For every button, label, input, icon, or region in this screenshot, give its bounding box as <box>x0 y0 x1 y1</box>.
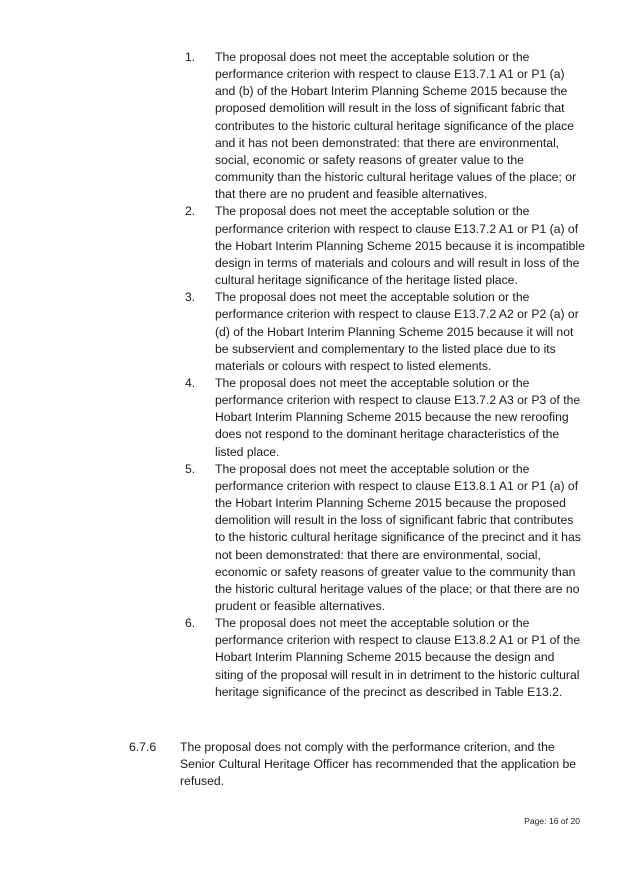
list-item-text: The proposal does not meet the acceptable solution or the performance criterion with respect to clause E13.8.2 A1 or P1 of the Hobart Interim Planning Scheme 2015 because the design and siting of the proposal will result in in detriment to the historic cultural heritage significance of the precinct as described in Table E13.2. <box>215 616 581 699</box>
section-paragraph <box>0 739 622 790</box>
list-item-number: 6. <box>185 616 196 631</box>
list-item <box>185 461 585 615</box>
list-item <box>185 289 585 375</box>
list-item-number: 1. <box>185 50 196 64</box>
list-item-number: 4. <box>185 375 196 390</box>
list-item <box>185 49 585 203</box>
section-number: 6.7.6 <box>129 740 157 754</box>
reasons-list <box>0 49 622 701</box>
list-item <box>185 615 585 701</box>
list-item <box>185 375 585 461</box>
page-number: Page: 16 of 20 <box>524 816 580 826</box>
section-text: The proposal does not comply with the performance criterion, and the Senior Cultural Heritage Officer has recommended that the application be refused. <box>180 740 577 789</box>
list-item <box>185 203 585 289</box>
list-item-number: 5. <box>185 461 196 476</box>
list-item-text: The proposal does not meet the acceptable solution or the performance criterion with respect to clause E13.7.2 A2 or P2 (a) or (d) of the Hobart Interim Planning Scheme 2015 because it will not be subservient and complementary to the listed place due to its materials or colours with respect to listed elements. <box>215 290 579 373</box>
list-item-number: 2. <box>185 204 196 219</box>
list-item-text: The proposal does not meet the acceptable solution or the performance criterion with respect to clause E13.7.2 A3 or P3 of the Hobart Interim Planning Scheme 2015 because the new reroofing does not respond to the dominant heritage characteristics of the listed place. <box>215 375 581 459</box>
list-item-text: The proposal does not meet the acceptable solution or the performance criterion with respect to clause E13.7.1 A1 or P1 (a) and (b) of the Hobart Interim Planning Scheme 2015 because the proposed demolition will result in the loss of significant fabric that contributes to the historic cultural heritage significance of the place and it has not been demonstrated: that there are environmental, social, economic or safety reasons of greater value to the community than the historic cultural heritage values of the place; or that there are no prudent and feasible alternatives. <box>215 50 577 202</box>
list-item-number: 3. <box>185 290 196 305</box>
list-item-text: The proposal does not meet the acceptable solution or the performance criterion with respect to clause E13.8.1 A1 or P1 (a) of the Hobart Interim Planning Scheme 2015 because the proposed demolition will result in the loss of significant fabric that contributes to the historic cultural heritage significance of the precinct and it has not been demonstrated: that there are environmental, social, economic or safety reasons of greater value to the community than the historic cultural heritage values of the place; or that there are no prudent or feasible alternatives. <box>215 461 581 613</box>
list-item-text: The proposal does not meet the acceptable solution or the performance criterion with respect to clause E13.7.2 A1 or P1 (a) of the Hobart Interim Planning Scheme 2015 because it is incompatible design in terms of materials and colours and will result in loss of the cultural heritage significance of the heritage listed place. <box>215 204 585 288</box>
